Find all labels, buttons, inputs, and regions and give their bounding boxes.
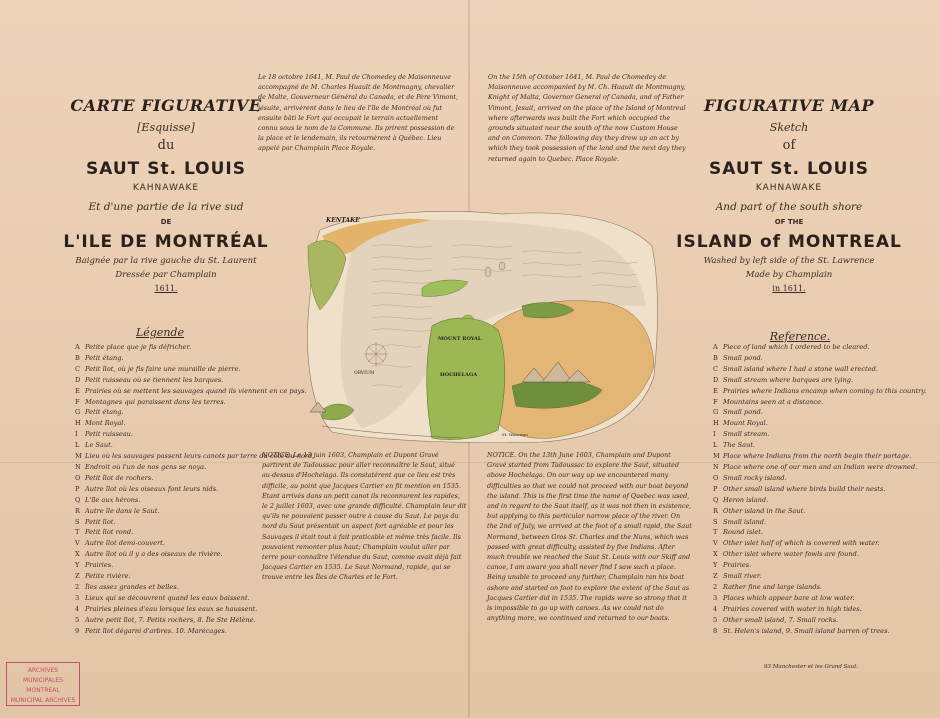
legend-key: H (75, 419, 81, 428)
legend-item (713, 397, 913, 408)
legend-key: L (713, 441, 718, 450)
legend-text: Prairies où se mettent les sauvages quand ils viennent en ce pays. (85, 386, 307, 395)
legend-text: Small pond. (723, 408, 763, 417)
legend-heading-english: Reference. (769, 330, 831, 343)
archives-stamp (6, 662, 80, 706)
legend-text: Endroit où l'un de nos gens se noya. (85, 462, 207, 471)
legend-item (713, 582, 913, 593)
legend-text: Mount Royal. (723, 419, 768, 428)
legend-text: Petit îlot, où je fis faire une muraille de pierre. (85, 364, 241, 373)
legend-text: Petit ruisseau. (85, 430, 133, 439)
legend-text: Small stream where barques are lying. (723, 375, 854, 384)
legend-key: G (75, 408, 81, 417)
legend-text: Petit îlot dégarni d'arbres. 10. Marécages. (85, 626, 227, 635)
legend-text: Other islet half of which is covered with water. (723, 539, 880, 548)
legend-key: G (713, 408, 719, 417)
title-en-line9: Washed by left side of the St. Lawrence (703, 256, 875, 266)
title-en-line8: ISLAND of MONTREAL (676, 232, 902, 252)
title-en-line6: And part of the south shore (715, 201, 863, 213)
legend-item (713, 560, 913, 571)
legend-item (75, 451, 315, 462)
legend-key: S (713, 517, 718, 526)
legend-item (75, 473, 275, 484)
map-label-mount-royal: MOUNT ROYAL (438, 336, 482, 342)
legend-item (75, 517, 275, 528)
legend-text: Petite rivière. (85, 572, 131, 581)
legend-item (75, 506, 275, 517)
legend-key: P (713, 484, 718, 493)
island-small-2 (485, 267, 491, 277)
legend-key: O (713, 473, 719, 482)
legend-item (75, 462, 275, 473)
title-block-english (674, 96, 904, 293)
legend-key: C (75, 364, 81, 373)
legend-key: Z (713, 572, 718, 581)
legend-text: Montagnes qui paraissent dans les terres. (85, 397, 226, 406)
legend-text: Prairies where Indians encamp when coming to this country. (723, 386, 927, 395)
legend-item (75, 571, 275, 582)
title-en-line3: of (782, 138, 796, 153)
legend-text: The Saut. (723, 441, 756, 450)
legend-item (75, 484, 275, 495)
legend-key: R (713, 506, 718, 515)
legend-item (75, 582, 275, 593)
title-fr-line7: DE (160, 218, 172, 226)
legend-text: Place where one of our men and an Indian were drowned. (723, 462, 918, 471)
legend-key: A (75, 343, 80, 351)
legend-key: L (75, 441, 80, 450)
legend-text: Autre île dans le Saut. (85, 506, 160, 515)
legend-item (713, 506, 913, 517)
legend-key: H (713, 419, 719, 428)
legend-key: T (713, 528, 718, 537)
title-fr-line2: [Esquisse] (137, 121, 195, 134)
legend-text: L'île aux hérons. (85, 495, 141, 504)
legend-heading-french: Légende (135, 326, 184, 339)
notice-top-english-text: On the 15th of October 1641, M. Paul de Chomedey de Maisonneuve accompanied by M. Ch. Huault de Montmagny, Knight of Malta, Governor General of Canada, and of Father Vimont, Jesuit, arrived on the place of the Island of Montreal where afterwards was built the Fort which occupied the grounds situated near the south of the now Custom House and on Common. The following day they drew up an act by which they took possession of the land and the next day they returned again to Quebec. Place Royale. (488, 73, 686, 163)
legend-key: 2 (75, 582, 80, 591)
legend-item (75, 418, 275, 429)
map-label-kentake: KENTAKE (326, 217, 360, 224)
legend-key: T (75, 528, 80, 537)
legend-text: Lieu où les sauvages passent leurs canots par terre du côté du nord. (85, 452, 315, 461)
legend-item (713, 473, 913, 484)
legend-text: Small pond. (723, 353, 763, 362)
title-en-line11: in 1611. (772, 284, 806, 293)
legend-text: Small island where I had a stone wall erected. (723, 364, 878, 373)
legend-item (713, 593, 913, 604)
legend-key: F (75, 397, 80, 406)
notice-bottom-english (487, 450, 692, 623)
legend-text: St. Helen's island, 9. Small island barren of trees. (723, 626, 890, 635)
legend-text: Small stream. (723, 430, 770, 439)
legend-text: Other island in the Saut. (723, 506, 806, 515)
legend-item (713, 495, 913, 506)
legend-key: 8 (713, 626, 718, 635)
legend-key: 3 (713, 593, 718, 602)
legend-text: Petit îlot. (85, 517, 116, 526)
title-fr-line1: CARTE FIGURATIVE (70, 96, 262, 115)
legend-key: 9 (75, 626, 80, 635)
legend-item (713, 386, 927, 397)
legend-key: A (713, 343, 718, 351)
legend-item (75, 342, 275, 353)
notice-bottom-french-text: NOTICE. Le 13 juin 1603, Champlain et Dupont Gravé partirent de Tadoussac pour aller reconnaître le Saut, situé au-dessus d'Hochelaga. Ils constatèrent que ce lieu est très difficile, au point que Jacques Cartier en fit mention en 1535. Étant arrivés dans un petit canot ils reconnurent les rapides, le 2 juillet 1603, avec une grande difficulté. Champlain leur dit qu'ils ne pouvaient passer outre à cause du Saut. Le pays du nord du Saut présentait un aspect fort agréable et pour les Sauvages il était tout à fait praticable et même très facile. Ils pouvaient remonter plus haut; Champlain voulut aller par terre pour connaître l'étendue du Saut, comme avait déjà fait Jacques Cartier en 1535. Le Saut Normand, rapide, qui se trouve entre les Îles de Charles et le Fort. (262, 451, 467, 582)
legend-key: N (75, 462, 81, 471)
legend-key: B (75, 353, 80, 362)
notice-top-english (488, 72, 688, 164)
legend-key: 3 (75, 593, 80, 602)
legend-text: Le Saut. (85, 441, 113, 450)
legend-text: Mountains seen at a distance. (723, 397, 824, 406)
island-small-3 (499, 262, 505, 270)
title-fr-line10: Dressée par Champlain (115, 270, 217, 280)
map-label-st-wasowan: St. Wasowan (502, 432, 528, 437)
legend-key: Q (75, 495, 81, 504)
legend-key: X (75, 550, 80, 559)
legend-french (75, 342, 315, 636)
title-fr-line6: Et d'une partie de la rive sud (88, 201, 244, 213)
stamp-line1: ARCHIVES MUNICIPALES (22, 667, 64, 684)
legend-text: Prairies pleines d'eau lorsque les eaux se haussent. (85, 604, 258, 613)
legend-text: Petit étang. (85, 353, 124, 362)
legend-item (75, 397, 275, 408)
legend-item (75, 375, 275, 386)
legend-text: Autre îlot où il y a des oiseaux de rivière. (85, 550, 223, 559)
legend-key: O (75, 473, 81, 482)
legend-key: M (75, 452, 82, 461)
legend-key: P (75, 484, 80, 493)
legend-key: S (75, 517, 80, 526)
legend-text: Small river. (723, 572, 762, 581)
legend-item (75, 593, 275, 604)
legend-text: Autre îlot où les oiseaux font leurs nids. (85, 484, 219, 493)
legend-item (713, 429, 913, 440)
title-fr-line5: KAHNAWAKE (132, 183, 200, 193)
legend-key: 5 (713, 615, 718, 624)
title-en-line7: OF THE (774, 218, 804, 226)
legend-item (713, 407, 913, 418)
legend-text: Place where Indians from the north begin their portage. (723, 452, 912, 461)
legend-item (713, 451, 913, 462)
legend-text: Small island. (723, 517, 767, 526)
legend-key: V (713, 539, 718, 548)
legend-item (75, 549, 275, 560)
legend-text: Prairies. (723, 561, 752, 570)
legend-item (713, 604, 913, 615)
legend-item (75, 538, 275, 549)
legend-text: Autre petit îlot, 7. Petits rochers, 8. Île Ste Hélène. (85, 615, 256, 624)
legend-item (75, 495, 275, 506)
legend-item (713, 462, 918, 473)
south-shore-sand (489, 301, 654, 439)
title-fr-line9: Baignée par la rive gauche du St. Laurent (75, 256, 257, 266)
legend-text: Petit îlot de rochers. (85, 473, 154, 482)
title-en-line1: FIGURATIVE MAP (703, 96, 875, 115)
legend-text: Autre îlot demi-couvert. (85, 539, 165, 548)
legend-text: Prairies. (85, 561, 114, 570)
legend-key: Z (75, 572, 80, 581)
legend-text: Places which appear bare at low water. (723, 593, 855, 602)
legend-item (75, 386, 307, 397)
legend-item (713, 364, 913, 375)
legend-key: F (713, 397, 718, 406)
legend-text: Petit ruisseau où se tiennent les barques. (85, 375, 224, 384)
legend-item (713, 538, 913, 549)
legend-key: E (713, 386, 718, 395)
map-label-hochelaga: HOCHELAGA (440, 372, 478, 378)
legend-item (713, 418, 913, 429)
legend-item (75, 615, 275, 626)
legend-item (75, 604, 275, 615)
legend-text: Other islet where water fowls are found. (723, 550, 859, 559)
legend-text: Small rocky island. (723, 473, 787, 482)
bottom-inscription: 93 Manchester et les Grand Saut. (764, 664, 859, 670)
map-label-orvium: ORVIUM (354, 371, 375, 376)
legend-item (75, 626, 275, 637)
legend-key: Y (713, 561, 718, 570)
legend-item (75, 429, 275, 440)
legend-key: 4 (75, 604, 80, 613)
legend-text: Petit îlot rond. (85, 528, 134, 537)
legend-key: I (713, 430, 716, 439)
legend-item (75, 407, 275, 418)
legend-text: Lieux qui se découvrent quand les eaux baissent. (85, 593, 250, 602)
legend-text: Heron island. (723, 495, 769, 504)
legend-key: Q (713, 495, 719, 504)
legend-item (713, 517, 913, 528)
legend-item (713, 484, 913, 495)
legend-text: Rather fine and large islands. (723, 582, 823, 591)
legend-key: C (713, 364, 719, 373)
title-en-line5: KAHNAWAKE (755, 183, 823, 193)
legend-item (713, 375, 913, 386)
title-block-french (56, 96, 276, 293)
legend-item (75, 364, 275, 375)
legend-key: 5 (75, 615, 80, 624)
legend-item (75, 353, 275, 364)
legend-item (75, 560, 275, 571)
legend-key: B (713, 353, 718, 362)
legend-text: Îles assez grandes et belles. (85, 582, 179, 591)
title-fr-line8: L'ILE DE MONTRÉAL (63, 232, 269, 252)
legend-key: 2 (713, 582, 718, 591)
title-en-line4: SAUT St. LOUIS (709, 159, 869, 179)
legend-key: 4 (713, 604, 718, 613)
legend-key: D (75, 375, 81, 384)
notice-top-french (258, 72, 458, 154)
legend-item (75, 527, 275, 538)
legend-text: Petit étang. (85, 408, 124, 417)
notice-top-french-text: Le 18 octobre 1641, M. Paul de Chomedey de Maisonneuve accompagné de M. Charles Huault de Montmagny, chevalier de Malte, Gouverneur Général du Canada, et de Père Vimont, jésuite, arrivèrent dans le lieu de l'île de Montréal où fut ensuite bâti le Fort qui occupait le terrain actuellement connu sous le nom de la Commune. Ils prirent possession de la place et le lendemain, ils retournèrent à Québec. Lieu appelé par Champlain Place Royale. (258, 73, 459, 153)
legend-text: Petite place que je fis défricher. (85, 343, 191, 351)
legend-key: I (75, 430, 78, 439)
legend-item (713, 571, 913, 582)
legend-english (713, 342, 927, 636)
legend-item (75, 440, 275, 451)
legend-key: D (713, 375, 719, 384)
legend-key: R (75, 506, 80, 515)
legend-item (713, 615, 913, 626)
title-fr-line3: du (157, 138, 175, 153)
legend-text: Other small island where birds build their nests. (723, 484, 886, 493)
legend-item (713, 342, 913, 353)
legend-item (713, 353, 913, 364)
stamp-line3: MUNICIPAL ARCHIVES (10, 697, 76, 704)
title-fr-line11: 1611. (154, 284, 178, 293)
legend-key: N (713, 462, 719, 471)
legend-key: E (75, 386, 80, 395)
legend-key: V (75, 539, 80, 548)
title-en-line10: Made by Champlain (745, 270, 833, 280)
map-drawing (302, 206, 660, 444)
legend-key: Y (75, 561, 80, 570)
legend-item (713, 626, 913, 637)
legend-text: Mont Royal. (85, 419, 126, 428)
legend-text: Round islet. (723, 528, 763, 537)
legend-item (713, 527, 913, 538)
legend-key: M (713, 452, 720, 461)
legend-text: Piece of land which I ordered to be cleared. (723, 343, 870, 351)
notice-bottom-english-text: NOTICE. On the 13th June 1603, Champlain and Dupont Gravé started from Tadoussac to explore the Saut, situated above Hochelaga. On our way up we encountered many difficulties so that we could not proceed with our boat beyond the island. This is the first time the name of Quebec was used, and in regard to the Saut itself, as it was not then in existence, but applying to this particular narrow place of the river. On the 2nd of July, we arrived at the foot of a small rapid, the Saut Normand, between Gros St. Charles and the Nuns, which was passed with great difficulty, assisted by five Indians. After much trouble we reached the Saut St. Louis with our Skiff and canoe, I am aware you shall never find I saw such a place. Being unable to proceed any further, Champlain ran his boat ashore and started on foot to explore the extent of the Saut as Jacques Cartier did in 1535. The rapids were so strong that it is impossible to go up with canoes. As we could not do anything more, we continued and returned to our boats. (487, 451, 692, 623)
title-fr-line4: SAUT St. LOUIS (86, 159, 246, 179)
legend-text: Prairies covered with water in high tides. (723, 604, 862, 613)
legend-item (713, 440, 913, 451)
title-en-line2: Sketch (769, 121, 809, 134)
legend-text: Other small island, 7. Small rocks. (723, 615, 839, 624)
stamp-line2: MONTREAL (26, 687, 60, 694)
legend-key: X (713, 550, 718, 559)
notice-bottom-french (262, 450, 467, 583)
legend-item (713, 549, 913, 560)
